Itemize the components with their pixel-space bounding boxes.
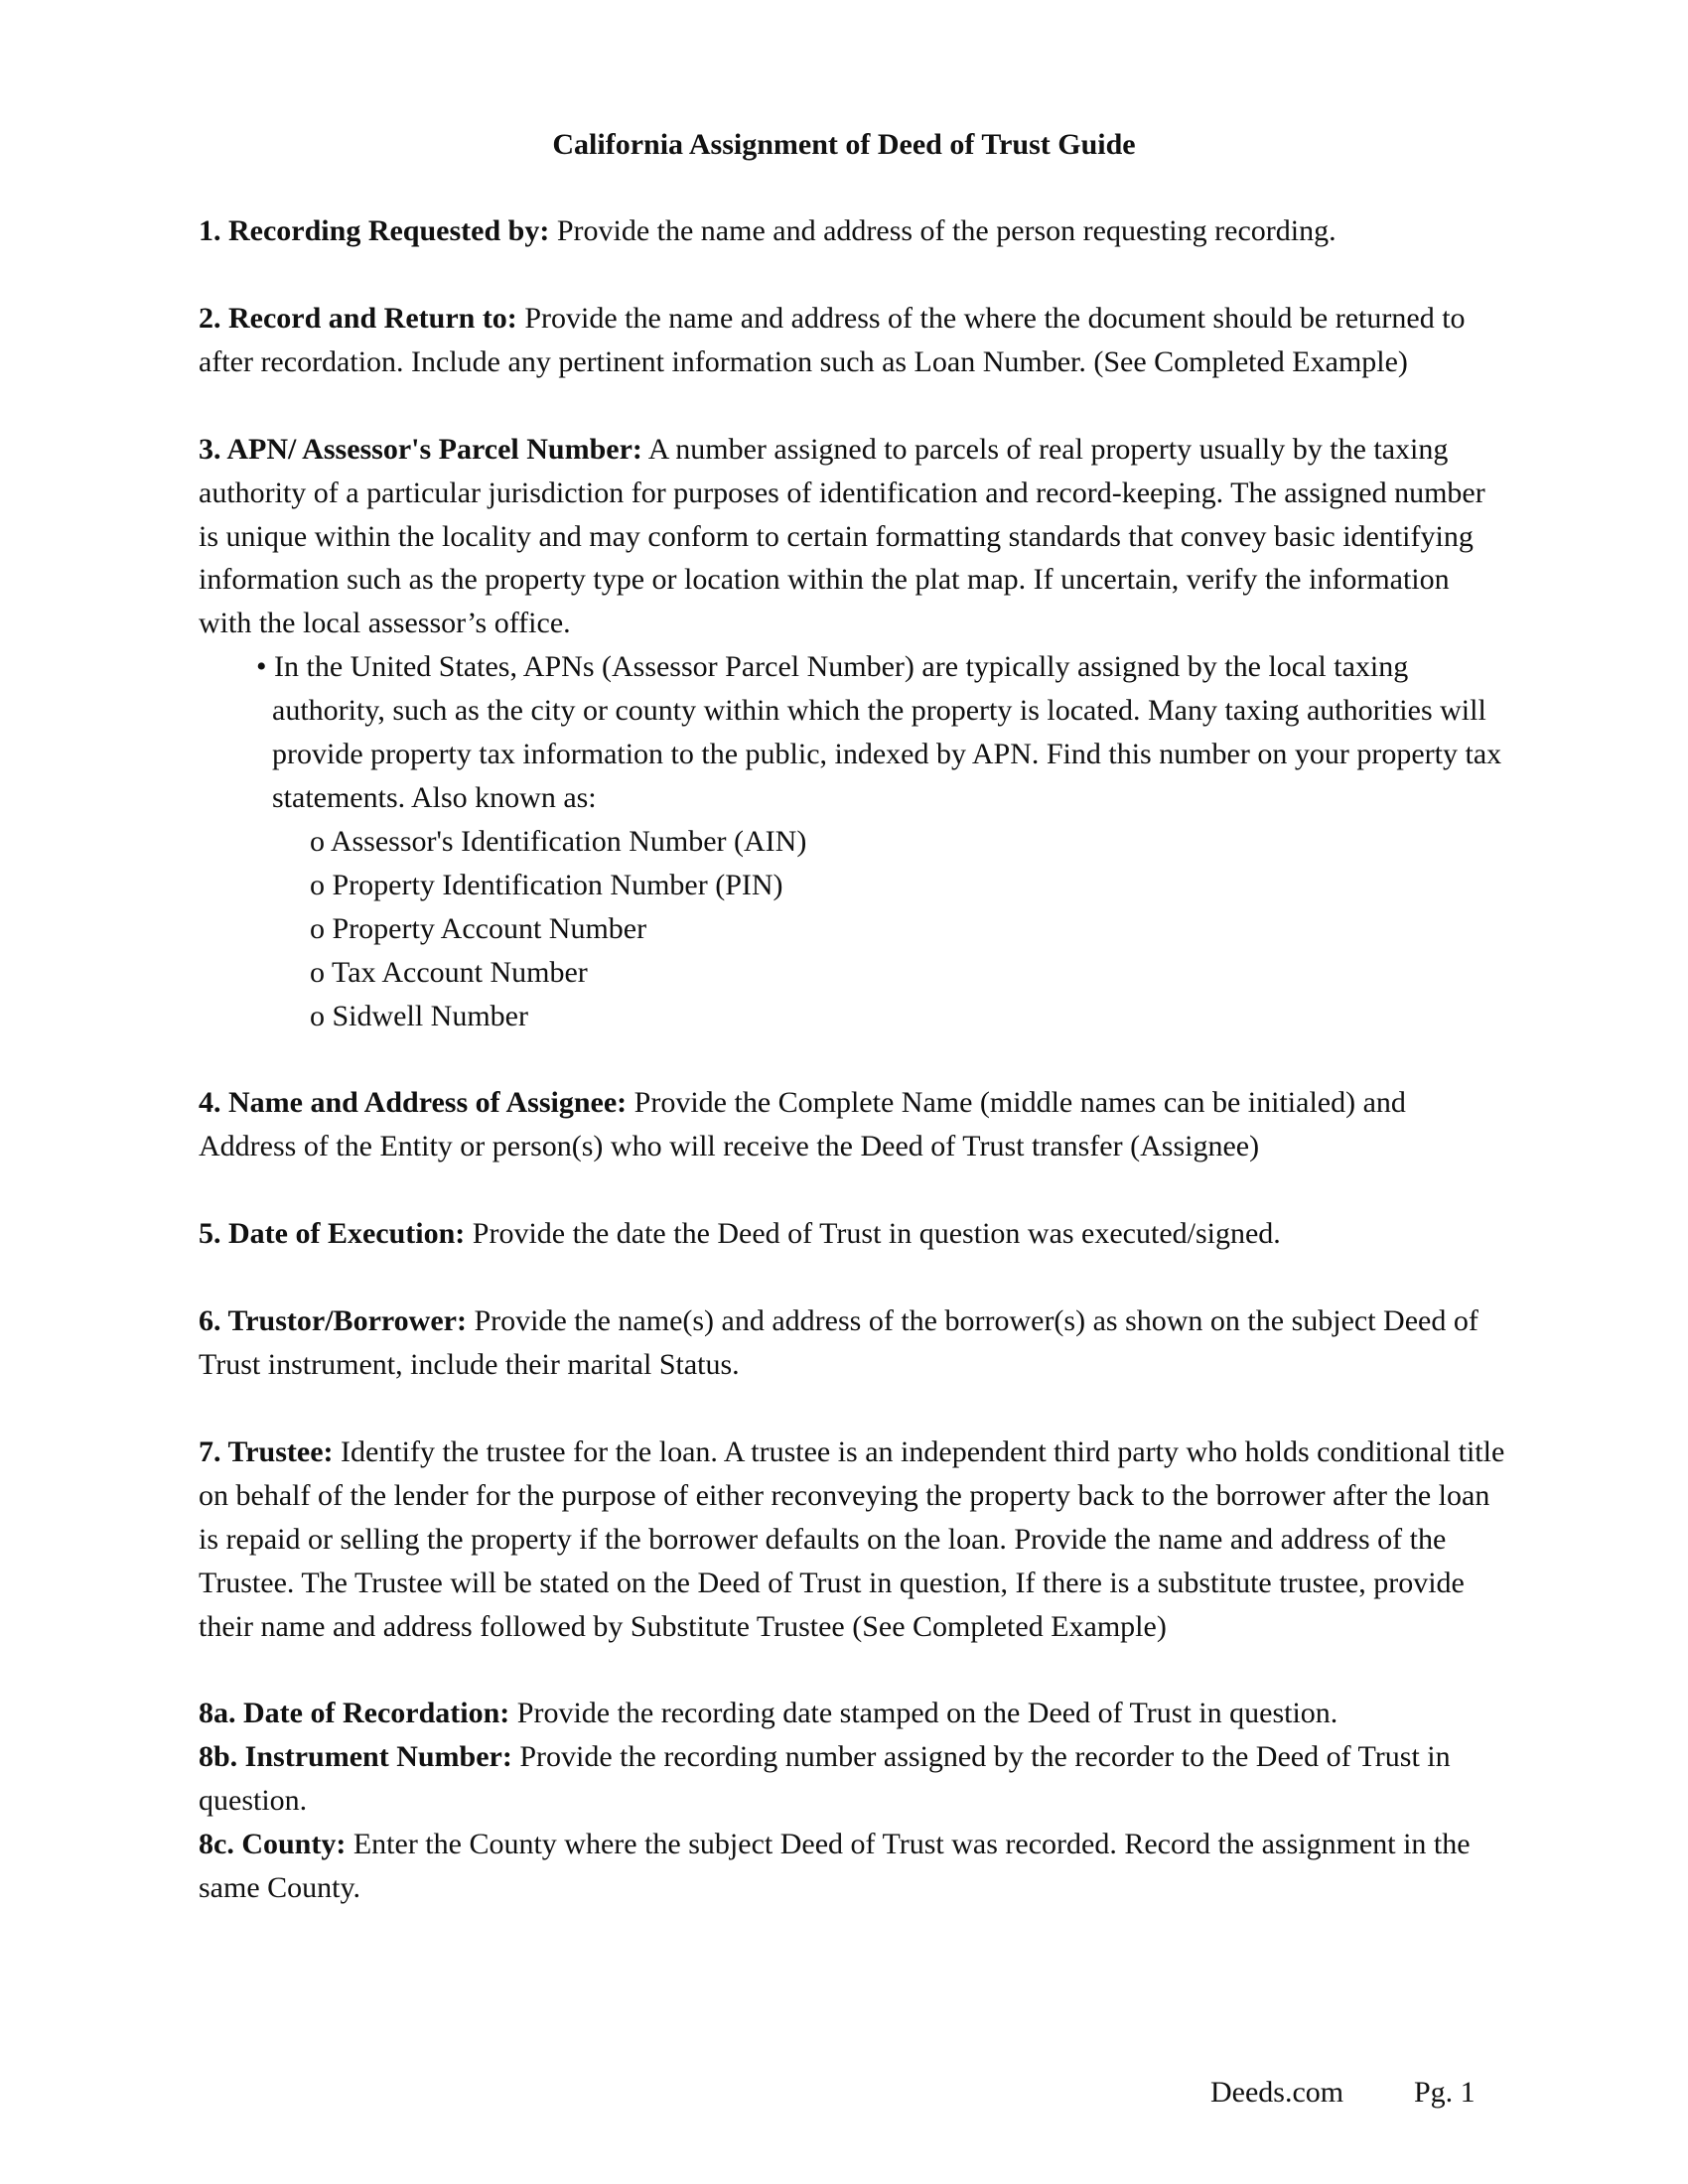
section-6-label: 6. Trustor/Borrower: <box>199 1304 467 1338</box>
section-4-text: Provide the Complete Name (middle names can be initialed) and Address of the Entity or person(s) who will receive the Deed of Trust transfer (Assignee) <box>199 1086 1406 1163</box>
apn-alias-item: o Property Identification Number (PIN) <box>310 868 783 901</box>
apn-alias-list <box>199 820 1509 1038</box>
section-3-text: A number assigned to parcels of real property usually by the taxing authority of a particular jurisdiction for purposes of identification and record-keeping. The assigned number is unique within the locality and may conform to certain formatting standards that convey basic identifying information such as the property type or location within the plat map. If uncertain, verify the information with the local assessor’s office. <box>199 432 1485 640</box>
section-8c-text: Enter the County where the subject Deed of Trust was recorded. Record the assignment in the same County. <box>199 1828 1471 1905</box>
apn-bullet: • In the United States, APNs (Assessor Parcel Number) are typically assigned by the local taxing authority, such as the city or county within which the property is located. Many taxing authorities will provide property tax information to the public, indexed by APN. Find this number on your property tax statements. Also known as: <box>256 650 1502 814</box>
section-1 <box>199 209 1509 253</box>
section-4 <box>199 1081 1509 1168</box>
apn-alias-item: o Sidwell Number <box>310 999 528 1032</box>
section-8c <box>199 1823 1509 1910</box>
section-6 <box>199 1299 1509 1387</box>
section-1-text: Provide the name and address of the person requesting recording. <box>549 214 1336 247</box>
section-4-label: 4. Name and Address of Assignee: <box>199 1086 628 1120</box>
section-8b <box>199 1735 1509 1823</box>
section-1-label: 1. Recording Requested by: <box>199 214 550 247</box>
footer-page-number: Pg. 1 <box>1414 2076 1476 2109</box>
document-body <box>199 209 1509 1910</box>
section-7 <box>199 1431 1509 1649</box>
apn-alias-item: o Property Account Number <box>310 911 647 945</box>
section-7-label: 7. Trustee: <box>199 1434 334 1468</box>
footer-site-name: Deeds.com <box>1210 2076 1344 2109</box>
section-8c-label: 8c. County: <box>199 1828 347 1861</box>
section-8a-text: Provide the recording date stamped on the Deed of Trust in question. <box>509 1697 1338 1730</box>
section-2-text: Provide the name and address of the where the document should be returned to after recordation. Include any pertinent information such as Loan Number. (See Completed Example) <box>199 301 1466 378</box>
section-2 <box>199 297 1509 384</box>
section-3-label: 3. APN/ Assessor's Parcel Number: <box>199 432 642 466</box>
section-6-text: Provide the name(s) and address of the borrower(s) as shown on the subject Deed of Trust instrument, include their marital Status. <box>199 1304 1478 1382</box>
section-5 <box>199 1212 1509 1256</box>
section-8a <box>199 1692 1509 1735</box>
section-5-label: 5. Date of Execution: <box>199 1217 466 1251</box>
apn-alias-item: o Tax Account Number <box>310 955 588 989</box>
section-5-text: Provide the date the Deed of Trust in question was executed/signed. <box>465 1217 1281 1251</box>
section-2-label: 2. Record and Return to: <box>199 301 517 335</box>
section-8a-label: 8a. Date of Recordation: <box>199 1697 510 1730</box>
section-8b-text: Provide the recording number assigned by the recorder to the Deed of Trust in question. <box>199 1740 1451 1818</box>
apn-alias-item: o Assessor's Identification Number (AIN) <box>310 824 807 858</box>
document-title: California Assignment of Deed of Trust Guide <box>552 128 1136 161</box>
section-3 <box>199 428 1509 646</box>
section-8b-label: 8b. Instrument Number: <box>199 1740 512 1774</box>
section-7-text: Identify the trustee for the loan. A trustee is an independent third party who holds conditional title on behalf of the lender for the purpose of either reconveying the property back to the borrower after the loan is repaid or selling the property if the borrower defaults on the loan. Provide the name and address of the Trustee. The Trustee will be stated on the Deed of Trust in question, If there is a substitute trustee, provide their name and address followed by Substitute Trustee (See Completed Example) <box>199 1434 1505 1643</box>
